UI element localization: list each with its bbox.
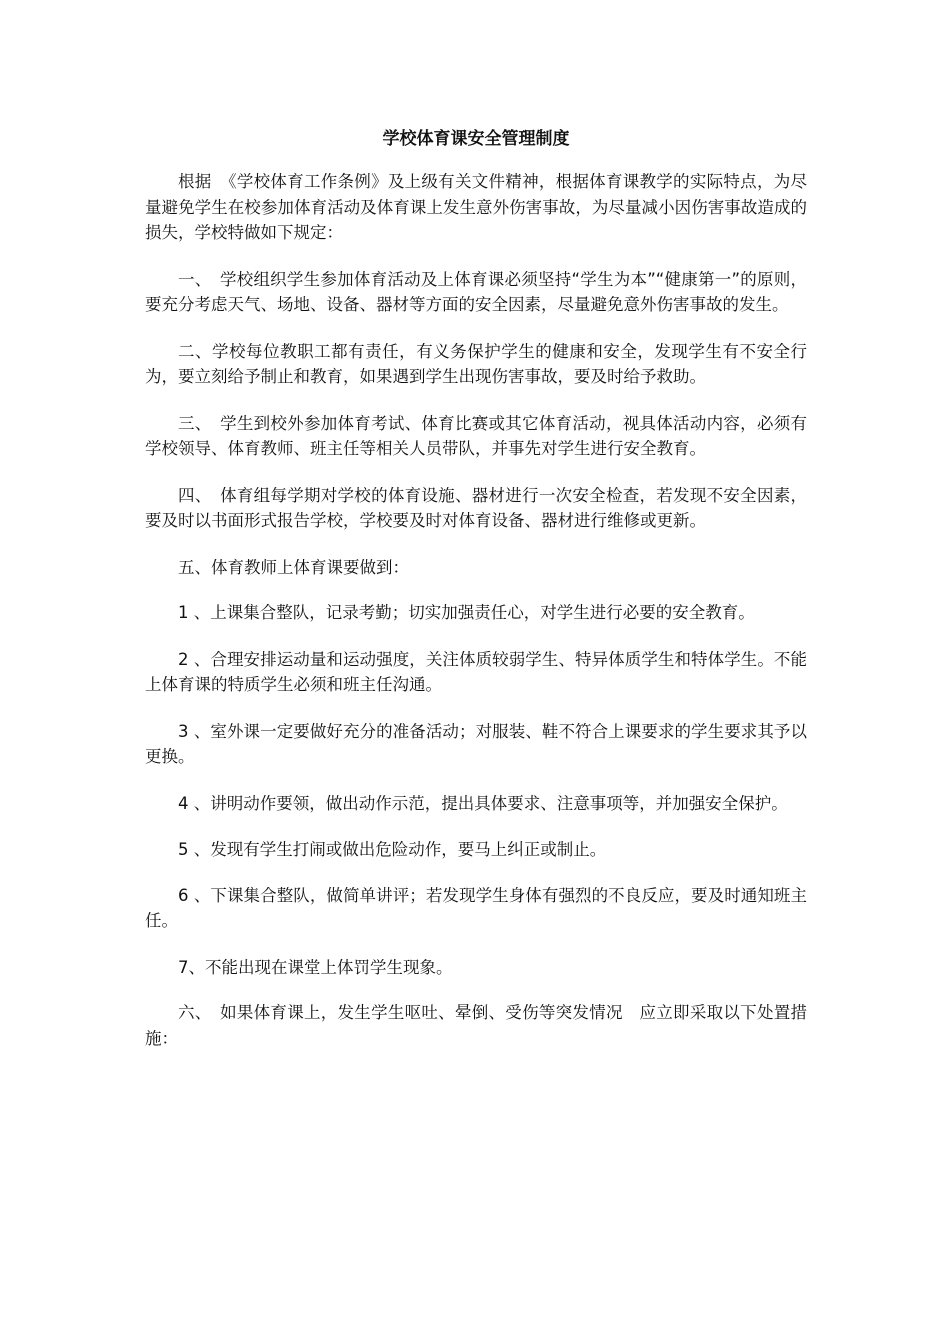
- rule-1-paragraph: 一、 学校组织学生参加体育活动及上体育课必须坚持“学生为本”“健康第一”的原则，要充分考虑天气、场地、设备、器材等方面的安全因素，尽量避免意外伤害事故的发生。: [145, 269, 807, 314]
- rule-2-paragraph: 二、学校每位教职工都有责任，有义务保护学生的健康和安全，发现学生有不安全行为，要立刻给予制止和教育，如果遇到学生出现伤害事故，要及时给予救助。: [145, 341, 807, 386]
- rule-5-item-3: 3 、室外课一定要做好充分的准备活动；对服装、鞋不符合上课要求的学生要求其予以更换。: [145, 721, 807, 766]
- document-title: 学校体育课安全管理制度: [382, 129, 570, 149]
- rule-5-item-7: 7、不能出现在课堂上体罚学生现象。: [178, 957, 453, 977]
- rule-5-item-2: 2 、合理安排运动量和运动强度，关注体质较弱学生、特异体质学生和特体学生。不能上体育课的特质学生必须和班主任沟通。: [145, 649, 807, 694]
- intro-paragraph: 根据 《学校体育工作条例》及上级有关文件精神，根据体育课教学的实际特点，为尽量避免学生在校参加体育活动及体育课上发生意外伤害事故，为尽量减小因伤害事故造成的损失，学校特做如下规定：: [145, 172, 807, 242]
- rule-5-item-5: 5 、发现有学生打闹或做出危险动作，要马上纠正或制止。: [178, 840, 607, 859]
- rule-6-paragraph: 六、 如果体育课上，发生学生呕吐、晕倒、受伤等突发情况 应立即采取以下处置措施：: [145, 1003, 807, 1048]
- rule-5-item-6: 6 、下课集合整队，做简单讲评；若发现学生身体有强烈的不良反应，要及时通知班主任。: [145, 885, 807, 930]
- rule-4-paragraph: 四、 体育组每学期对学校的体育设施、器材进行一次安全检查，若发现不安全因素，要及时以书面形式报告学校，学校要及时对体育设备、器材进行维修或更新。: [145, 485, 807, 530]
- rule-5-item-4: 4 、讲明动作要领，做出动作示范，提出具体要求、注意事项等，并加强安全保护。: [178, 793, 788, 813]
- rule-3-paragraph: 三、 学生到校外参加体育考试、体育比赛或其它体育活动，视具体活动内容，必须有学校领导、体育教师、班主任等相关人员带队，并事先对学生进行安全教育。: [145, 413, 807, 458]
- rule-5-heading: 五、体育教师上体育课要做到：: [178, 557, 409, 577]
- document-page: [145, 127, 807, 1072]
- rule-5-item-1: 1 、上课集合整队，记录考勤；切实加强责任心，对学生进行必要的安全教育。: [178, 603, 755, 622]
